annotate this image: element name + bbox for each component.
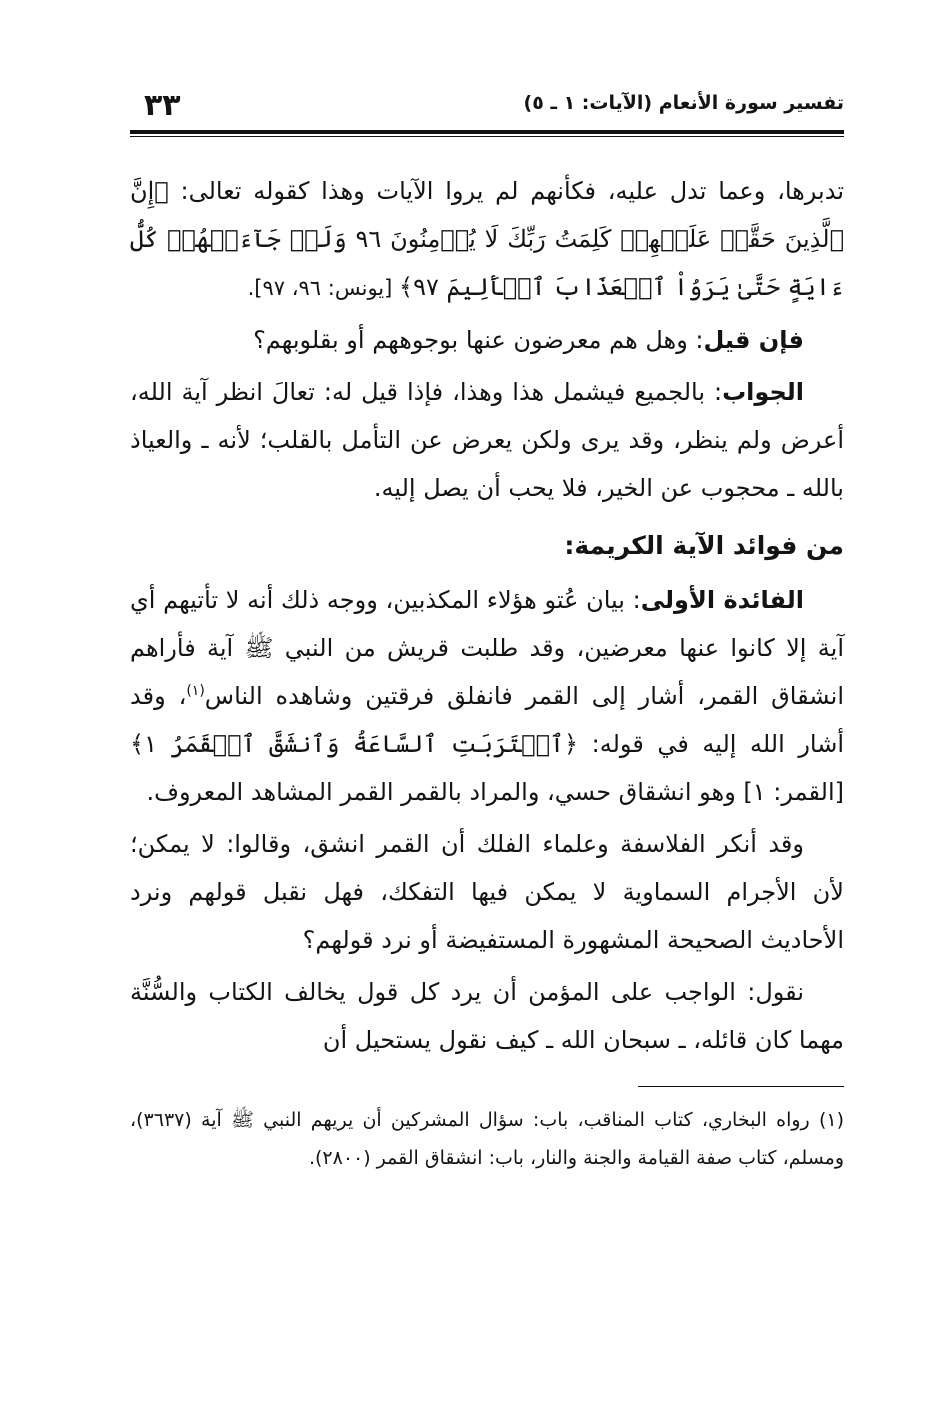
page-number: ٣٣: [144, 88, 181, 123]
question-label: فإن قيل: [703, 326, 804, 354]
benefit-1-text-b: ، وقد أشار الله إليه في قوله:: [130, 682, 844, 758]
footnote-marker[interactable]: (١): [186, 683, 205, 699]
footnote-separator: [638, 1086, 844, 1087]
header-rule-thin: [130, 136, 844, 137]
running-title: تفسير سورة الأنعام (الآيات: ١ ـ ٥): [523, 92, 844, 114]
footnote: (١) رواه البخاري، كتاب المناقب، باب: سؤال المشركين أن يريهم النبي ﷺ آية (٣٦٣٧)، ومسلم، كتاب صفة القيامة والجنة والنار، باب: انشقاق القمر (٢٨٠٠).: [130, 1109, 844, 1169]
question-text: : وهل هم معرضون عنها بوجوههم أو بقلوبهم؟: [253, 326, 704, 354]
page-header: [130, 88, 844, 130]
answer-label: الجواب: [722, 378, 804, 406]
answer-text: : بالجميع فيشمل هذا وهذا، فإذا قيل له: تعالَ انظر آية الله، أعرض ولم ينظر، وقد يرى ولكن يعرض عن التأمل بالقلب؛ لأنه ـ والعياذ بالله ـ محجوب عن الخير، فلا يحب أن يصل إليه.: [130, 378, 844, 502]
benefit-1-label: الفائدة الأولى: [640, 586, 805, 614]
paragraph-1: [130, 167, 844, 312]
section-heading: من فوائد الآية الكريمة:: [564, 531, 844, 560]
header-rule-thick: [130, 130, 844, 134]
page-body: [130, 167, 844, 1064]
benefit-1-text-c: [القمر: ١] وهو انشقاق حسي، والمراد بالقمر القمر المشاهد المعروف.: [146, 778, 844, 806]
book-page: [130, 88, 844, 1177]
paragraph-answer: [130, 368, 844, 512]
response-text: نقول: الواجب على المؤمن أن يرد كل قول يخالف الكتاب والسُّنَّة مهما كان قائله، ـ سبحان الله ـ كيف نقول يستحيل أن: [130, 978, 844, 1054]
paragraph-1-text: تدبرها، وعما تدل عليه، فكأنهم لم يروا الآيات وهذا كقوله تعالى:: [168, 177, 844, 205]
paragraph-response: [130, 968, 844, 1064]
quran-verse-yunus: ﴿إِنَّ ٱلَّذِينَ حَقَّتۡ عَلَيۡهِمۡ كَلِمَتُ رَبِّكَ لَا يُؤۡمِنُونَ ٩٦ وَلَوۡ جَآءَتۡهُمۡ كُلُّ ءَايَةٍ حَتَّىٰ يَرَوُاْ ٱلۡعَذَابَ ٱلۡأَلِيمَ ٩٧﴾: [130, 177, 844, 301]
verse-reference: [يونس: ٩٦، ٩٧].: [247, 276, 400, 300]
paragraph-question: [130, 316, 844, 364]
paragraph-philosophers: [130, 820, 844, 964]
quran-verse-qamar: ﴿ٱقۡتَرَبَتِ ٱلسَّاعَةُ وَٱنشَقَّ ٱلۡقَمَرُ ١﴾: [130, 730, 579, 758]
benefit-1-text-a: : بيان عُتو هؤلاء المكذبين، ووجه ذلك أنه لا تأتيهم أي آية إلا كانوا عنها معرضين، وقد طلبت قريش من النبي ﷺ آية فأراهم انشقاق القمر، أشار إلى القمر فانفلق فرقتين وشاهده الناس: [130, 586, 844, 710]
philosophers-text: وقد أنكر الفلاسفة وعلماء الفلك أن القمر انشق، وقالوا: لا يمكن؛ لأن الأجرام السماوية لا يمكن فيها التفكك، فهل نقبل قولهم ونرد الأحاديث الصحيحة المشهورة المستفيضة أو نرد قولهم؟: [130, 830, 844, 954]
paragraph-benefit-1: [130, 576, 844, 816]
